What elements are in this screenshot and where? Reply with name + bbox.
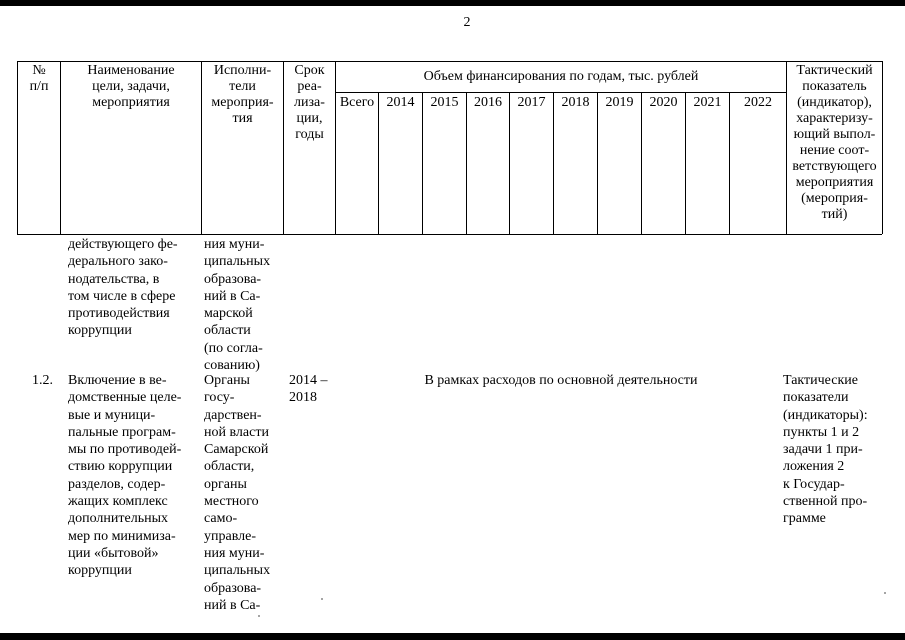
header-divider	[466, 92, 467, 234]
header-divider	[378, 92, 379, 234]
page-number: 2	[463, 15, 471, 30]
header-col-term: Срок реа- лиза- ции, годы	[294, 63, 325, 142]
header-divider	[422, 92, 423, 234]
header-divider	[882, 61, 883, 234]
header-divider	[729, 92, 730, 234]
scan-speck	[884, 592, 886, 594]
header-divider	[553, 92, 554, 234]
row-term: 2014 – 2018	[289, 373, 328, 406]
header-year: 2022	[744, 95, 772, 110]
row-funding: В рамках расходов по основной деятельности	[424, 373, 698, 388]
row-indicator: Тактические показатели (индикаторы): пункты 1 и 2 задачи 1 при- ложения 2 к Государ- ственной про- грамме	[783, 373, 868, 527]
row-name-continued: действующего фе- дерального зако- нодательства, в том числе в сфере противодействия коррупции	[68, 237, 178, 339]
table-header	[0, 0, 905, 260]
header-year: 2016	[474, 95, 502, 110]
header-year: 2014	[386, 95, 415, 110]
scan-speck	[258, 615, 260, 617]
header-divider	[597, 92, 598, 234]
header-year: 2017	[517, 95, 546, 110]
bottom-border	[0, 633, 905, 640]
header-year: 2015	[430, 95, 459, 110]
row-number: 1.2.	[32, 373, 53, 388]
header-years-rule	[335, 92, 786, 93]
header-top-rule	[17, 61, 882, 62]
header-divider	[685, 92, 686, 234]
header-col-executors: Исполни- тели мероприя- тия	[211, 63, 274, 126]
header-divider	[509, 92, 510, 234]
header-col-number: № п/п	[29, 63, 49, 94]
header-col-name: Наименование цели, задачи, мероприятия	[87, 63, 175, 110]
header-bottom-rule	[17, 234, 882, 235]
scan-speck	[321, 598, 323, 600]
header-year: 2020	[649, 95, 678, 110]
header-divider	[335, 61, 336, 234]
row-executors: Органы госу- дарствен- ной власти Самарской области, органы местного само- управле- ния муни- ципальных образова- ний в Са-	[204, 373, 271, 613]
header-col-indicator: Тактический показатель (индикатор), характеризу- ющий выпол- нение соот- ветствующего мероприятия (мероприя- тий)	[792, 63, 877, 222]
header-divider	[641, 92, 642, 234]
header-year: 2021	[693, 95, 722, 110]
header-year: 2018	[561, 95, 590, 110]
row-name: Включение в ве- домственные целе- вые и муници- пальные програм- мы по противодей- ствию коррупции разделов, содер- жащих комплекс дополнительных мер по минимиза- ции «бытовой» коррупции	[68, 373, 182, 579]
header-col-total: Всего	[339, 95, 375, 110]
header-year: 2019	[605, 95, 634, 110]
row-executors-continued: ния муни- ципальных образова- ний в Са- марской области (по согла- сованию)	[204, 237, 271, 374]
header-col-funding: Объем финансирования по годам, тыс. рублей	[423, 69, 699, 84]
